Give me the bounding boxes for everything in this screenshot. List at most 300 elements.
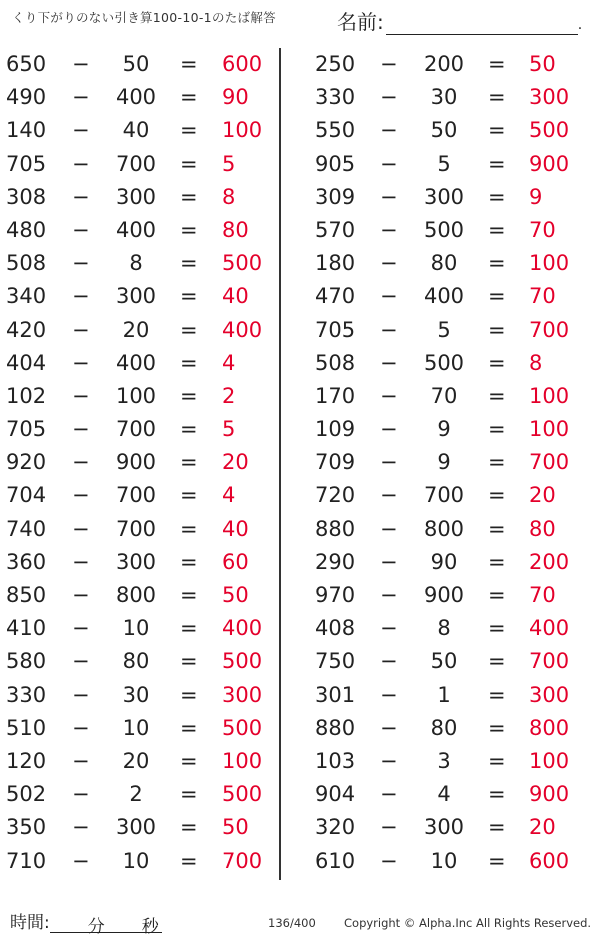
minutes-label: 分 <box>87 917 105 937</box>
subtrahend: 300 <box>423 815 465 840</box>
minuend: 340 <box>6 284 47 309</box>
minus-sign: − <box>72 483 90 508</box>
time-blank-line <box>50 912 162 937</box>
equals-sign: = <box>180 184 198 209</box>
equals-sign: = <box>180 583 198 607</box>
subtrahend: 10 <box>122 616 150 641</box>
problem-row <box>300 413 600 446</box>
answer: 300 <box>529 682 570 707</box>
subtrahend: 90 <box>430 549 458 574</box>
answer: 500 <box>222 649 263 674</box>
seconds-label: 秒 <box>141 917 159 937</box>
subtrahend: 300 <box>115 815 157 840</box>
minus-sign: − <box>380 682 398 707</box>
answer: 200 <box>529 549 570 574</box>
subtrahend: 300 <box>423 184 465 209</box>
problem-row <box>0 148 278 181</box>
answer: 100 <box>529 383 570 408</box>
answer: 300 <box>529 85 570 110</box>
equals-sign: = <box>488 251 506 276</box>
problem-row <box>0 579 278 612</box>
problem-row <box>300 745 600 778</box>
equals-sign: = <box>488 184 506 209</box>
minus-sign: − <box>380 118 398 143</box>
minuend: 408 <box>315 616 356 641</box>
equals-sign: = <box>180 516 198 541</box>
problem-row <box>300 114 600 147</box>
minuend: 360 <box>6 549 47 574</box>
subtrahend: 8 <box>129 251 143 276</box>
minus-sign: − <box>380 815 398 840</box>
name-blank-line <box>386 14 578 35</box>
subtrahend: 300 <box>115 284 157 309</box>
minuend: 650 <box>6 52 47 76</box>
minus-sign: − <box>380 782 398 807</box>
problem-row <box>0 745 278 778</box>
equals-sign: = <box>180 217 198 242</box>
equals-sign: = <box>488 682 506 707</box>
subtrahend: 400 <box>423 284 465 309</box>
equals-sign: = <box>488 317 506 342</box>
equals-sign: = <box>180 118 198 143</box>
minus-sign: − <box>72 417 90 442</box>
problem-row <box>0 546 278 579</box>
minuend: 502 <box>6 782 47 807</box>
answer: 600 <box>529 848 570 873</box>
equals-sign: = <box>488 616 506 641</box>
subtrahend: 400 <box>115 85 157 110</box>
minus-sign: − <box>380 649 398 674</box>
answer: 70 <box>529 284 556 309</box>
name-field <box>337 6 582 35</box>
minus-sign: − <box>72 516 90 541</box>
equals-sign: = <box>180 284 198 309</box>
answer: 600 <box>222 52 263 76</box>
problem-row <box>300 479 600 512</box>
problem-row <box>0 712 278 745</box>
answer: 300 <box>222 682 263 707</box>
equals-sign: = <box>180 715 198 740</box>
minuend: 330 <box>315 85 356 110</box>
subtrahend: 700 <box>115 417 157 442</box>
subtrahend: 2 <box>129 782 143 807</box>
minus-sign: − <box>72 317 90 342</box>
equals-sign: = <box>180 815 198 840</box>
subtrahend: 900 <box>423 583 465 607</box>
subtrahend: 400 <box>115 350 157 375</box>
minuend: 330 <box>6 682 47 707</box>
subtrahend: 50 <box>430 118 458 143</box>
answer: 50 <box>529 52 556 76</box>
answer: 2 <box>222 383 236 408</box>
minuend: 580 <box>6 649 47 674</box>
equals-sign: = <box>180 383 198 408</box>
problem-row <box>300 380 600 413</box>
answer: 20 <box>222 450 249 475</box>
problem-row <box>0 446 278 479</box>
minus-sign: − <box>380 52 398 76</box>
subtrahend: 300 <box>115 184 157 209</box>
problem-row <box>300 778 600 811</box>
problem-row <box>0 380 278 413</box>
minus-sign: − <box>72 748 90 773</box>
minuend: 320 <box>315 815 356 840</box>
equals-sign: = <box>180 151 198 176</box>
minuend: 904 <box>315 782 356 807</box>
subtrahend: 9 <box>437 450 451 475</box>
left-problem-column <box>0 48 278 878</box>
equals-sign: = <box>180 317 198 342</box>
equals-sign: = <box>488 748 506 773</box>
problem-row <box>0 679 278 712</box>
equals-sign: = <box>488 450 506 475</box>
minuend: 109 <box>315 417 356 442</box>
equals-sign: = <box>488 815 506 840</box>
minus-sign: − <box>72 715 90 740</box>
problem-row <box>0 181 278 214</box>
minuend: 308 <box>6 184 47 209</box>
equals-sign: = <box>488 417 506 442</box>
equals-sign: = <box>488 217 506 242</box>
problem-row <box>300 811 600 844</box>
equals-sign: = <box>180 782 198 807</box>
equals-sign: = <box>180 350 198 375</box>
problem-row <box>0 347 278 380</box>
minuend: 250 <box>315 52 356 76</box>
problem-row <box>0 48 278 81</box>
answer: 100 <box>222 748 263 773</box>
subtrahend: 50 <box>122 52 150 76</box>
minus-sign: − <box>380 616 398 641</box>
minuend: 709 <box>315 450 356 475</box>
problem-row <box>300 314 600 347</box>
subtrahend: 1 <box>437 682 451 707</box>
subtrahend: 500 <box>423 217 465 242</box>
answer: 40 <box>222 516 249 541</box>
minus-sign: − <box>380 317 398 342</box>
equals-sign: = <box>180 450 198 475</box>
minus-sign: − <box>72 815 90 840</box>
minus-sign: − <box>380 715 398 740</box>
minuend: 750 <box>315 649 356 674</box>
problem-row <box>0 778 278 811</box>
answer: 5 <box>222 417 236 442</box>
equals-sign: = <box>180 649 198 674</box>
answer: 100 <box>222 118 263 143</box>
answer: 4 <box>222 483 236 508</box>
minus-sign: − <box>72 682 90 707</box>
minuend: 550 <box>315 118 356 143</box>
equals-sign: = <box>488 151 506 176</box>
answer: 70 <box>529 217 556 242</box>
minuend: 404 <box>6 350 47 375</box>
answer: 500 <box>222 715 263 740</box>
equals-sign: = <box>180 748 198 773</box>
subtrahend: 30 <box>122 682 150 707</box>
equals-sign: = <box>488 383 506 408</box>
subtrahend: 900 <box>115 450 157 475</box>
problem-row <box>300 546 600 579</box>
minus-sign: − <box>380 450 398 475</box>
answer: 500 <box>222 251 263 276</box>
answer: 100 <box>529 251 570 276</box>
subtrahend: 3 <box>437 748 451 773</box>
name-end-dot: . <box>577 17 583 33</box>
equals-sign: = <box>488 85 506 110</box>
minuend: 510 <box>6 715 47 740</box>
minus-sign: − <box>380 748 398 773</box>
minus-sign: − <box>72 52 90 76</box>
minus-sign: − <box>72 549 90 574</box>
minus-sign: − <box>380 217 398 242</box>
subtrahend: 80 <box>430 715 458 740</box>
equals-sign: = <box>488 118 506 143</box>
minuend: 508 <box>6 251 47 276</box>
minuend: 120 <box>6 748 47 773</box>
problem-row <box>300 513 600 546</box>
time-label: 時間: <box>10 913 50 933</box>
answer: 80 <box>222 217 249 242</box>
minus-sign: − <box>72 85 90 110</box>
problem-row <box>0 114 278 147</box>
answer: 8 <box>529 350 543 375</box>
minus-sign: − <box>380 184 398 209</box>
answer: 70 <box>529 583 556 607</box>
problem-row <box>300 612 600 645</box>
column-divider <box>279 48 281 880</box>
minuend: 103 <box>315 748 356 773</box>
minuend: 290 <box>315 549 356 574</box>
name-label: 名前: <box>337 10 384 34</box>
subtrahend: 400 <box>115 217 157 242</box>
subtrahend: 5 <box>437 317 451 342</box>
equals-sign: = <box>180 549 198 574</box>
minus-sign: − <box>72 184 90 209</box>
minuend: 490 <box>6 85 47 110</box>
subtrahend: 80 <box>430 251 458 276</box>
problem-row <box>0 513 278 546</box>
minus-sign: − <box>380 251 398 276</box>
equals-sign: = <box>488 284 506 309</box>
equals-sign: = <box>488 483 506 508</box>
subtrahend: 50 <box>430 649 458 674</box>
copyright-notice: Copyright © Alpha.Inc All Rights Reserved. <box>344 916 592 930</box>
minuend: 705 <box>6 151 47 176</box>
answer: 800 <box>529 715 570 740</box>
equals-sign: = <box>488 52 506 76</box>
problem-row <box>300 181 600 214</box>
answer: 40 <box>222 284 249 309</box>
minus-sign: − <box>72 583 90 607</box>
problem-row <box>300 712 600 745</box>
answer: 700 <box>529 649 570 674</box>
problem-row <box>300 679 600 712</box>
minus-sign: − <box>380 848 398 873</box>
subtrahend: 10 <box>430 848 458 873</box>
problem-row <box>0 413 278 446</box>
answer: 100 <box>529 748 570 773</box>
subtrahend: 4 <box>437 782 451 807</box>
minuend: 920 <box>6 450 47 475</box>
subtrahend: 5 <box>437 151 451 176</box>
answer: 700 <box>529 450 570 475</box>
minuend: 301 <box>315 682 356 707</box>
minus-sign: − <box>380 85 398 110</box>
minus-sign: − <box>380 549 398 574</box>
answer: 80 <box>529 516 556 541</box>
minuend: 704 <box>6 483 47 508</box>
equals-sign: = <box>180 483 198 508</box>
problem-row <box>300 148 600 181</box>
subtrahend: 10 <box>122 848 150 873</box>
problem-row <box>300 845 600 878</box>
equals-sign: = <box>488 715 506 740</box>
answer: 5 <box>222 151 236 176</box>
minuend: 970 <box>315 583 356 607</box>
problem-row <box>300 645 600 678</box>
subtrahend: 10 <box>122 715 150 740</box>
minus-sign: − <box>380 151 398 176</box>
subtrahend: 800 <box>423 516 465 541</box>
minus-sign: − <box>380 516 398 541</box>
equals-sign: = <box>488 583 506 607</box>
problem-row <box>0 214 278 247</box>
minus-sign: − <box>72 118 90 143</box>
problem-row <box>0 280 278 313</box>
answer: 60 <box>222 549 249 574</box>
minus-sign: − <box>72 151 90 176</box>
subtrahend: 700 <box>115 151 157 176</box>
minuend: 508 <box>315 350 356 375</box>
problem-row <box>0 479 278 512</box>
answer: 700 <box>529 317 570 342</box>
minuend: 705 <box>315 317 356 342</box>
minus-sign: − <box>380 417 398 442</box>
minuend: 850 <box>6 583 47 607</box>
answer: 20 <box>529 815 556 840</box>
answer: 400 <box>222 317 263 342</box>
minuend: 480 <box>6 217 47 242</box>
answer: 8 <box>222 184 236 209</box>
minuend: 740 <box>6 516 47 541</box>
subtrahend: 700 <box>115 483 157 508</box>
minus-sign: − <box>380 483 398 508</box>
equals-sign: = <box>488 516 506 541</box>
subtrahend: 700 <box>423 483 465 508</box>
subtrahend: 20 <box>122 748 150 773</box>
time-record <box>10 908 162 937</box>
equals-sign: = <box>180 85 198 110</box>
subtrahend: 300 <box>115 549 157 574</box>
answer: 100 <box>529 417 570 442</box>
minus-sign: − <box>72 450 90 475</box>
minus-sign: − <box>72 383 90 408</box>
subtrahend: 9 <box>437 417 451 442</box>
worksheet-title: くり下がりのない引き算100-10-1のたば解答 <box>12 10 276 25</box>
answer: 50 <box>222 583 249 607</box>
problem-row <box>0 612 278 645</box>
problem-row <box>300 280 600 313</box>
minuend: 705 <box>6 417 47 442</box>
equals-sign: = <box>180 616 198 641</box>
problem-row <box>300 48 600 81</box>
equals-sign: = <box>180 251 198 276</box>
page-number: 136/400 <box>268 916 316 930</box>
minus-sign: − <box>72 251 90 276</box>
minus-sign: − <box>72 848 90 873</box>
minus-sign: − <box>380 350 398 375</box>
minus-sign: − <box>72 217 90 242</box>
minus-sign: − <box>380 583 398 607</box>
answer: 500 <box>529 118 570 143</box>
minuend: 180 <box>315 251 356 276</box>
equals-sign: = <box>180 52 198 76</box>
subtrahend: 800 <box>115 583 157 607</box>
minus-sign: − <box>72 782 90 807</box>
equals-sign: = <box>180 417 198 442</box>
problem-row <box>300 347 600 380</box>
subtrahend: 40 <box>122 118 150 143</box>
equals-sign: = <box>488 782 506 807</box>
minuend: 880 <box>315 516 356 541</box>
answer: 900 <box>529 151 570 176</box>
minuend: 170 <box>315 383 356 408</box>
subtrahend: 500 <box>423 350 465 375</box>
subtrahend: 200 <box>423 52 465 76</box>
minus-sign: − <box>72 350 90 375</box>
subtrahend: 700 <box>115 516 157 541</box>
problem-row <box>300 81 600 114</box>
answer: 500 <box>222 782 263 807</box>
problem-row <box>300 446 600 479</box>
answer: 400 <box>222 616 263 641</box>
subtrahend: 100 <box>115 383 157 408</box>
minus-sign: − <box>380 284 398 309</box>
equals-sign: = <box>180 682 198 707</box>
minuend: 309 <box>315 184 356 209</box>
subtrahend: 70 <box>430 383 458 408</box>
answer: 90 <box>222 85 249 110</box>
minus-sign: − <box>380 383 398 408</box>
problem-row <box>0 845 278 878</box>
answer: 700 <box>222 848 263 873</box>
minuend: 140 <box>6 118 47 143</box>
minuend: 905 <box>315 151 356 176</box>
minus-sign: − <box>72 649 90 674</box>
problem-row <box>300 214 600 247</box>
subtrahend: 20 <box>122 317 150 342</box>
minuend: 570 <box>315 217 356 242</box>
minuend: 470 <box>315 284 356 309</box>
minuend: 610 <box>315 848 356 873</box>
answer: 4 <box>222 350 236 375</box>
minuend: 720 <box>315 483 356 508</box>
answer: 900 <box>529 782 570 807</box>
equals-sign: = <box>488 549 506 574</box>
answer: 9 <box>529 184 543 209</box>
answer: 400 <box>529 616 570 641</box>
minuend: 710 <box>6 848 47 873</box>
equals-sign: = <box>180 848 198 873</box>
answer: 50 <box>222 815 249 840</box>
answer: 20 <box>529 483 556 508</box>
problem-row <box>0 811 278 844</box>
minuend: 880 <box>315 715 356 740</box>
problem-row <box>0 645 278 678</box>
minuend: 350 <box>6 815 47 840</box>
right-problem-column <box>300 48 600 878</box>
equals-sign: = <box>488 649 506 674</box>
